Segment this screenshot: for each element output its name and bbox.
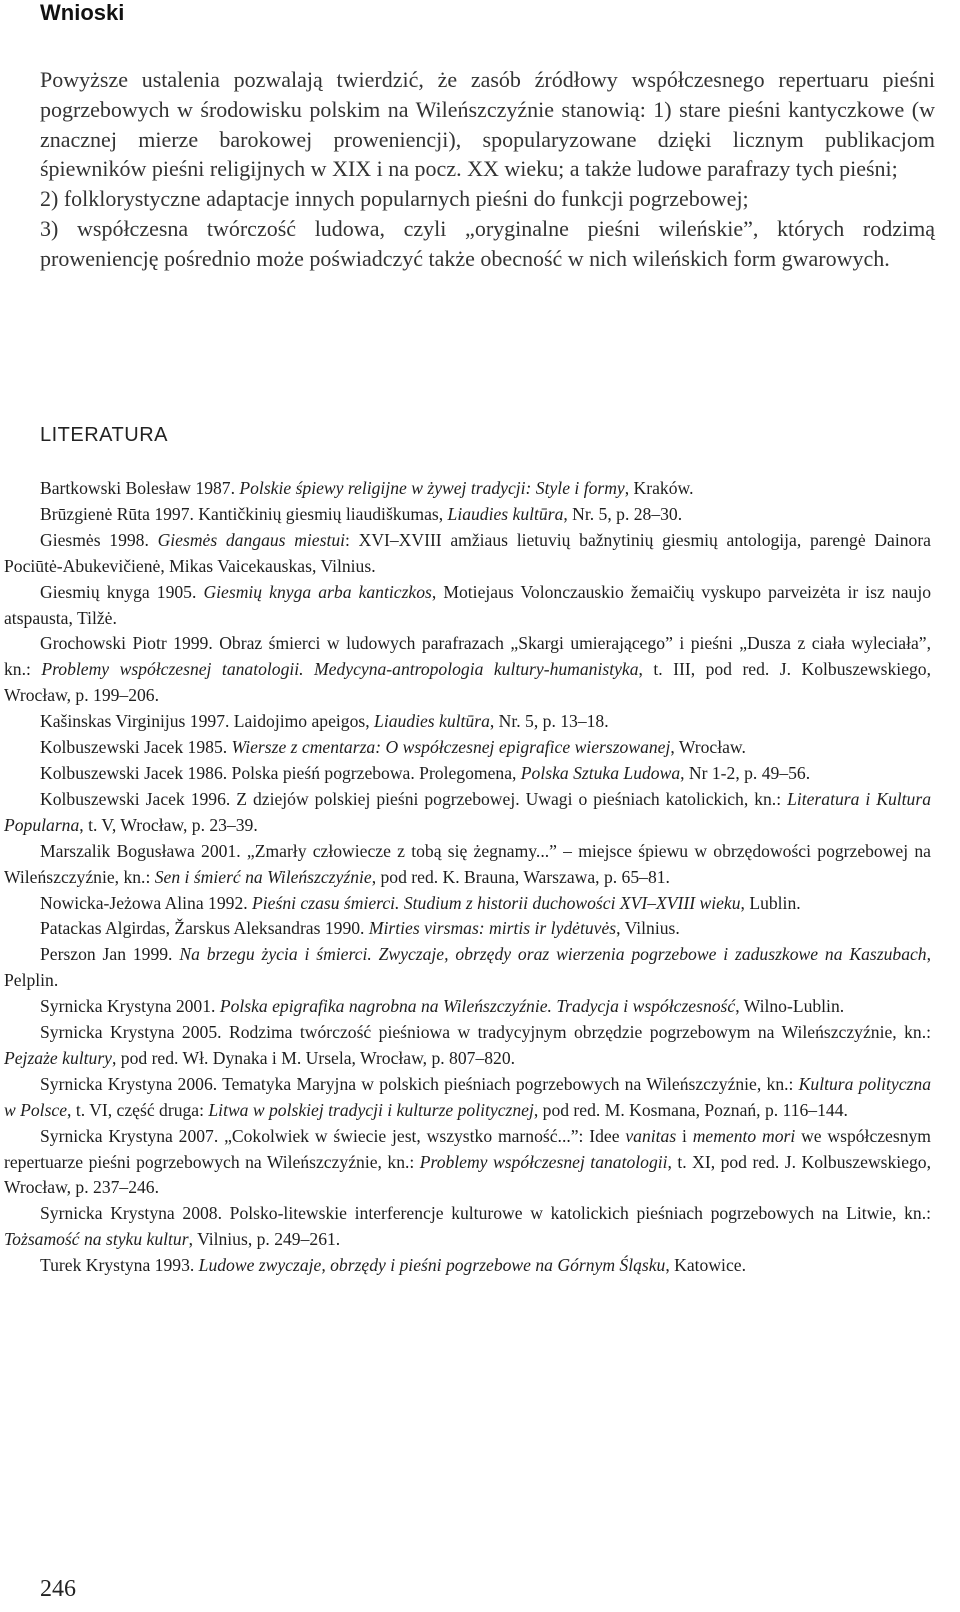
bibliography-text: Bartkowski Bolesław 1987.	[40, 478, 240, 498]
bibliography-text: Giesmės 1998.	[40, 529, 158, 550]
bibliography-text: Syrnicka Krystyna 2001.	[40, 996, 220, 1017]
bibliography-title: Polska epigrafika nagrobna na Wileńszczyźnie. Tradycja i współczesność	[219, 996, 736, 1017]
bibliography-text: , Vilnius, p. 249–261.	[188, 1229, 341, 1250]
bibliography-entry	[4, 631, 931, 709]
bibliography-title: Wiersze z cmentarza: O współczesnej epigrafice wierszowanej	[231, 737, 671, 758]
bibliography-text: , Kraków.	[624, 478, 694, 498]
bibliography-title: Kultura polityczna w Polsce	[4, 1073, 931, 1120]
bibliography-text: Kašinskas Virginijus 1997. Laidojimo apeigos,	[40, 711, 375, 732]
bibliography-entry	[4, 839, 931, 891]
bibliography-text: Kolbuszewski Jacek 1985.	[40, 737, 232, 758]
bibliography-text: Syrnicka Krystyna 2008. Polsko-litewskie interferencje kulturowe w katolickich pieśniach pogrzebowych na Litwie, kn.:	[40, 1203, 931, 1224]
bibliography-entry	[4, 942, 931, 994]
section-title: Wnioski	[40, 0, 125, 25]
conclusion-paragraph-3: 3) współczesna twórczość ludowa, czyli „oryginalne pieśni wileńskie”, których rodzimą proweniencję pośrednio może poświadczyć także obecność w nich wileńskich form gwarowych.	[40, 215, 935, 271]
bibliography-text: , t. VI, część druga:	[67, 1099, 209, 1120]
bibliography-title: Problemy współczesnej tanatologii. Medycyna-antropologia kultury-humanistyka	[41, 659, 639, 680]
bibliography-entry	[4, 580, 931, 632]
bibliography-title: Mirties virsmas: mirtis ir lydėtuvės	[368, 918, 617, 939]
page-number: 246	[40, 1576, 76, 1602]
bibliography-text: Syrnicka Krystyna 2007. „Cokolwiek w świecie jest, wszystko marność...”: Idee	[40, 1125, 626, 1146]
bibliography-text: Perszon Jan 1999.	[40, 944, 180, 965]
bibliography-entry	[4, 1253, 931, 1279]
bibliography-title: Pejzaże kultury	[4, 1047, 112, 1068]
bibliography-entry	[4, 1072, 931, 1124]
bibliography-text: Giesmių knyga 1905.	[40, 581, 204, 602]
bibliography-text: , t. V, Wrocław, p. 23–39.	[79, 814, 258, 835]
bibliography-list	[4, 476, 931, 1279]
bibliography-text: Turek Krystyna 1993.	[40, 1255, 199, 1276]
bibliography-title: Polskie śpiewy religijne w żywej tradycji: Style i formy	[239, 478, 625, 498]
bibliography-text: Syrnicka Krystyna 2005. Rodzima twórczość pieśniowa w tradycyjnym obrzędzie pogrzebowym na Wileńszczyźnie, kn.:	[40, 1022, 931, 1043]
bibliography-title: Giesmių knyga arba kanticzkos	[203, 581, 432, 602]
bibliography-entry	[4, 502, 931, 528]
bibliography-text: Brūzgienė Rūta 1997. Kantičkinių giesmių liaudiškumas,	[40, 503, 448, 524]
bibliography-text: Patackas Algirdas, Žarskus Aleksandras 1990.	[40, 918, 369, 939]
bibliography-text: , pod red. M. Kosmana, Poznań, p. 116–144.	[533, 1099, 848, 1120]
bibliography-text: , Katowice.	[665, 1255, 746, 1276]
bibliography-title: vanitas	[625, 1125, 677, 1146]
bibliography-title: Liaudies kultūra	[447, 503, 564, 524]
bibliography-text: Marszalik Bogusława 2001. „Zmarły człowiecze z tobą się żegnamy...” – miejsce śpiewu w obrzędowości pogrzebowej na Wileńszczyźnie, kn.:	[4, 840, 931, 887]
bibliography-text: we współczesnym repertuarze pieśni pogrzebowych na Wileńszczyźnie, kn.:	[4, 1125, 931, 1172]
bibliography-entry	[4, 761, 931, 787]
bibliography-entry	[4, 735, 931, 761]
conclusion-text	[40, 65, 935, 274]
bibliography-text: , Wilno-Lublin.	[735, 996, 845, 1017]
bibliography-title: Problemy współczesnej tanatologii	[419, 1151, 668, 1172]
bibliography-text: , t. III, pod red. J. Kolbuszewskiego, Wrocław, p. 199–206.	[4, 659, 931, 706]
bibliography-title: Litwa w polskiej tradycji i kulturze politycznej	[208, 1099, 534, 1120]
bibliography-title: memento mori	[692, 1125, 796, 1146]
conclusion-paragraph-1: Powyższe ustalenia pozwalają twierdzić, że zasób źródłowy współczesnego repertuaru pieśni pogrzebowych w środowisku polskim na Wileńszczyźnie stanowią: 1) stare pieśni kantyczkowe (w znacznej mierze barokowej proweniencji), spopularyzowane dzięki licznym publikacjom śpiewników pieśni religijnych w XIX i na pocz. XX wieku; a także ludowe parafrazy tych pieśni;	[40, 67, 935, 182]
bibliography-entry	[4, 994, 931, 1020]
bibliography-entry	[4, 891, 931, 917]
bibliography-entry	[4, 709, 931, 735]
bibliography-text: , Pelplin.	[4, 944, 932, 991]
bibliography-title: Sen i śmierć na Wileńszczyźnie	[154, 866, 372, 887]
bibliography-entry	[4, 528, 931, 580]
bibliography-text: Syrnicka Krystyna 2006. Tematyka Maryjna w polskich pieśniach pogrzebowych na Wileńszczyźnie, kn.:	[40, 1073, 799, 1094]
bibliography-entry	[4, 476, 931, 502]
bibliography-text: : XVI–XVIII amžiaus lietuvių bažnytinių giesmių antologija, parengė Dainora Pociūtė-Abukevičienė, Mikas Vaicekauskas, Vilnius.	[4, 529, 931, 576]
bibliography-text: , Wrocław.	[670, 737, 746, 758]
bibliography-entry	[4, 1020, 931, 1072]
bibliography-text: , t. XI, pod red. J. Kolbuszewskiego, Wrocław, p. 237–246.	[4, 1151, 931, 1198]
bibliography-entry	[4, 1201, 931, 1253]
bibliography-title: Na brzegu życia i śmierci. Zwyczaje, obrzędy oraz wierzenia pogrzebowe i zaduszkowe na Kaszubach	[179, 944, 927, 965]
bibliography-text: Grochowski Piotr 1999. Obraz śmierci w ludowych parafrazach „Skargi umierającego” i pieśni „Dusza z ciała wyleciała”, kn.:	[4, 633, 931, 680]
bibliography-text: , pod red. Wł. Dynaka i M. Ursela, Wrocław, p. 807–820.	[111, 1047, 516, 1068]
bibliography-text: , Lublin.	[740, 892, 801, 913]
bibliography-entry	[4, 916, 931, 942]
bibliography-entry	[4, 787, 931, 839]
bibliography-text: Nowicka-Jeżowa Alina 1992.	[40, 892, 253, 913]
bibliography-text: , Vilnius.	[616, 918, 680, 939]
bibliography-title: Polska Sztuka Ludowa	[520, 762, 681, 783]
bibliography-text: , Motiejaus Volonczauskio žemaičių vyskupo parveizėta ir isz naujo atspausta, Tilžė.	[4, 581, 931, 628]
bibliography-text: , Nr. 5, p. 13–18.	[489, 711, 609, 732]
literature-heading: LITERATURA	[40, 424, 168, 446]
bibliography-title: Ludowe zwyczaje, obrzędy i pieśni pogrzebowe na Górnym Śląsku	[198, 1255, 666, 1276]
bibliography-title: Liaudies kultūra	[374, 711, 490, 732]
bibliography-text: Kolbuszewski Jacek 1986. Polska pieśń pogrzebowa. Prolegomena,	[40, 762, 521, 783]
bibliography-text: Kolbuszewski Jacek 1996. Z dziejów polskiej pieśni pogrzebowej. Uwagi o pieśniach katolickich, kn.:	[40, 788, 788, 809]
bibliography-entry	[4, 1124, 931, 1202]
bibliography-text: , Nr. 5, p. 28–30.	[563, 503, 683, 524]
bibliography-title: Pieśni czasu śmierci. Studium z historii duchowości XVI–XVIII wieku	[252, 892, 741, 913]
bibliography-title: Giesmės dangaus miestui	[157, 529, 346, 550]
bibliography-title: Tożsamość na styku kultur	[4, 1229, 189, 1250]
conclusion-paragraph-2: 2) folklorystyczne adaptacje innych popularnych pieśni do funkcji pogrzebowej;	[40, 186, 749, 212]
bibliography-text: i	[676, 1125, 693, 1146]
bibliography-text: , pod red. K. Brauna, Warszawa, p. 65–81.	[371, 866, 670, 887]
bibliography-text: , Nr 1-2, p. 49–56.	[680, 762, 811, 783]
bibliography-title: Literatura i Kultura Popularna	[4, 788, 931, 835]
